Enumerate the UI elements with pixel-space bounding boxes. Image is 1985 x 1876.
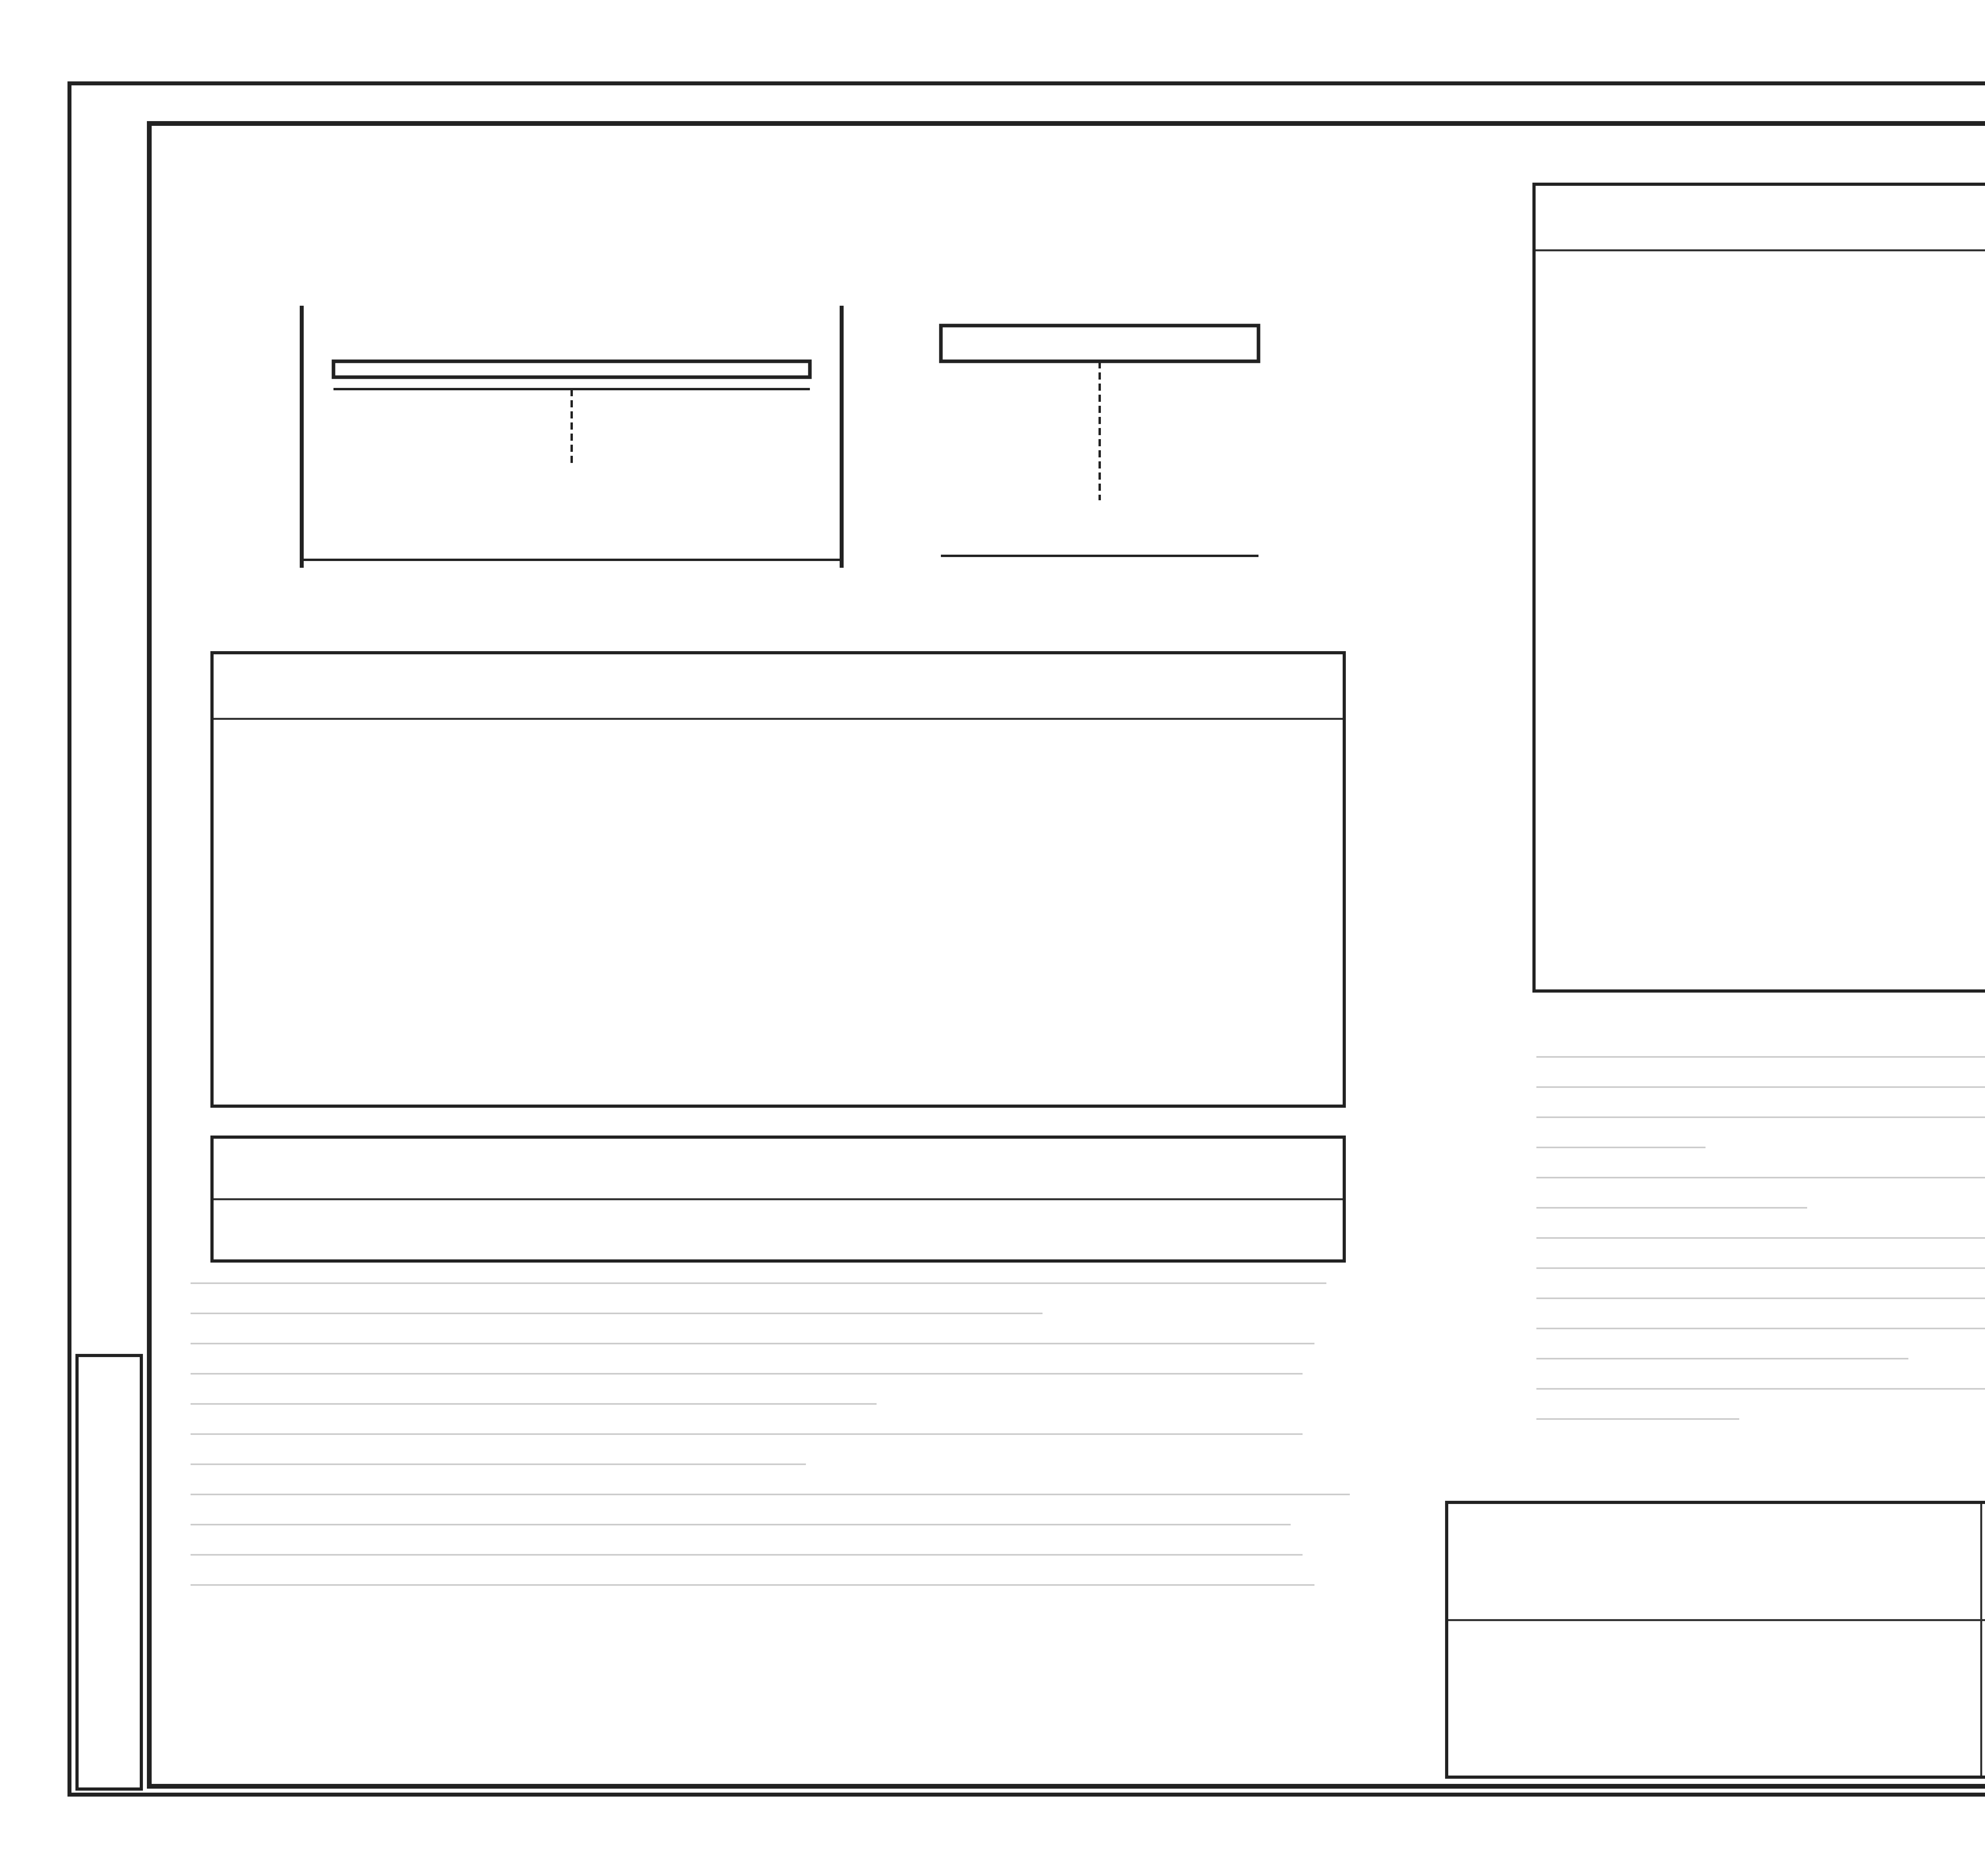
footer xyxy=(1858,1803,1985,1850)
album-label xyxy=(75,278,139,556)
notes-right xyxy=(1536,1056,1985,1448)
crane-elevation-drawing xyxy=(278,258,873,596)
table-5 xyxy=(210,651,1346,1108)
title-block xyxy=(1445,1501,1985,1779)
notes-left xyxy=(191,1282,1374,1614)
table-7 xyxy=(1532,183,1985,993)
approval-stamp xyxy=(75,1354,143,1791)
crane-section-drawing xyxy=(925,278,1282,580)
table-6 xyxy=(210,1136,1346,1263)
